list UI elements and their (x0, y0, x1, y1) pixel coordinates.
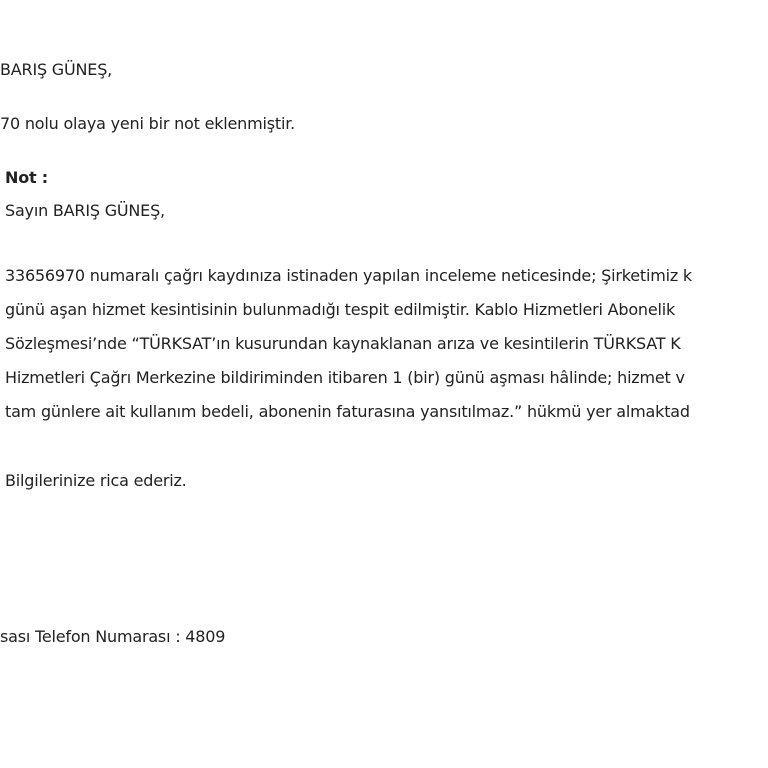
note-salutation: Sayın BARIŞ GÜNEŞ, (5, 201, 165, 220)
notice-text: 70 nolu olaya yeni bir not eklenmiştir. (0, 114, 296, 133)
note-paragraph-line: 33656970 numaralı çağrı kaydınıza istinaden yapılan inceleme neticesinde; Şirketimiz k (5, 266, 692, 285)
greeting-text: BARIŞ GÜNEŞ, (0, 60, 113, 79)
note-paragraph-line: tam günlere ait kullanım bedeli, abonenin faturasına yansıtılmaz.” hükmü yer almaktad (5, 402, 690, 421)
note-paragraph-line: günü aşan hizmet kesintisinin bulunmadığı tespit edilmiştir. Kablo Hizmetleri Abonelik (5, 300, 676, 319)
note-closing: Bilgilerinize rica ederiz. (5, 471, 187, 490)
note-label: Not : (5, 168, 49, 187)
note-paragraph-line: Hizmetleri Çağrı Merkezine bildiriminden itibaren 1 (bir) günü aşması hâlinde; hizmet v (5, 368, 685, 387)
note-paragraph-line: Sözleşmesi’nde “TÜRKSAT’ın kusurundan kaynaklanan arıza ve kesintilerin TÜRKSAT K (5, 334, 681, 353)
footer-phone-text: sası Telefon Numarası : 4809 (0, 627, 226, 646)
